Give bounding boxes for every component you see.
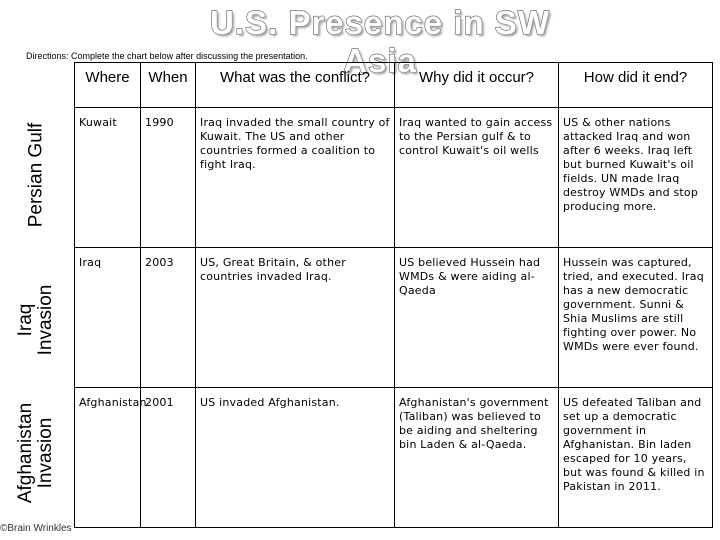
table-row bbox=[75, 108, 713, 248]
cell-end: US & other nations attacked Iraq and won after 6 weeks. Iraq left but burned Kuwait's oil fields. UN made Iraq destroy WMDs and stop producing more. bbox=[559, 108, 713, 248]
row-label-persian-gulf bbox=[0, 100, 72, 250]
row-label-iraq-invasion bbox=[0, 250, 72, 390]
page-title: U.S. Presence in SW Asia bbox=[210, 4, 550, 79]
copyright-credit: ©Brain Wrinkles bbox=[0, 523, 72, 534]
row-label-text: Afghanistan Invasion bbox=[15, 402, 57, 503]
cell-what: Iraq invaded the small country of Kuwait. The US and other countries formed a coalition to fight Iraq. bbox=[196, 108, 395, 248]
cell-why: US believed Hussein had WMDs & were aiding al-Qaeda bbox=[395, 248, 559, 388]
cell-end: Hussein was captured, tried, and executed. Iraq has a new democratic government. Sunni & Shia Muslims are still fighting over power. No WMDs were ever found. bbox=[559, 248, 713, 388]
cell-where: Iraq bbox=[75, 248, 141, 388]
row-label-text: Iraq Invasion bbox=[15, 284, 56, 356]
directions-text: Directions: Complete the chart below after discussing the presentation. bbox=[26, 51, 308, 61]
cell-what: US, Great Britain, & other countries invaded Iraq. bbox=[196, 248, 395, 388]
cell-what: US invaded Afghanistan. bbox=[196, 388, 395, 528]
header-why: Why did it occur? bbox=[395, 63, 559, 108]
table-header-row bbox=[75, 63, 713, 108]
row-label-afghanistan-invasion bbox=[0, 385, 72, 520]
conflict-chart-table bbox=[74, 62, 713, 528]
cell-when: 2001 bbox=[141, 388, 196, 528]
cell-when: 1990 bbox=[141, 108, 196, 248]
cell-where: Kuwait bbox=[75, 108, 141, 248]
header-end: How did it end? bbox=[559, 63, 713, 108]
cell-where: Afghanistan bbox=[75, 388, 141, 528]
cell-why: Afghanistan's government (Taliban) was believed to be aiding and sheltering bin Laden & al-Qaeda. bbox=[395, 388, 559, 528]
cell-when: 2003 bbox=[141, 248, 196, 388]
cell-why: Iraq wanted to gain access to the Persian gulf & to control Kuwait's oil wells bbox=[395, 108, 559, 248]
cell-end: US defeated Taliban and set up a democratic government in Afghanistan. Bin laden escaped for 10 years, but was found & killed in Pakistan in 2011. bbox=[559, 388, 713, 528]
row-label-text: Persian Gulf bbox=[25, 122, 47, 228]
table-row bbox=[75, 248, 713, 388]
header-when: When bbox=[141, 63, 196, 108]
header-what: What was the conflict? bbox=[196, 63, 395, 108]
header-where: Where bbox=[75, 63, 141, 108]
table-row bbox=[75, 388, 713, 528]
